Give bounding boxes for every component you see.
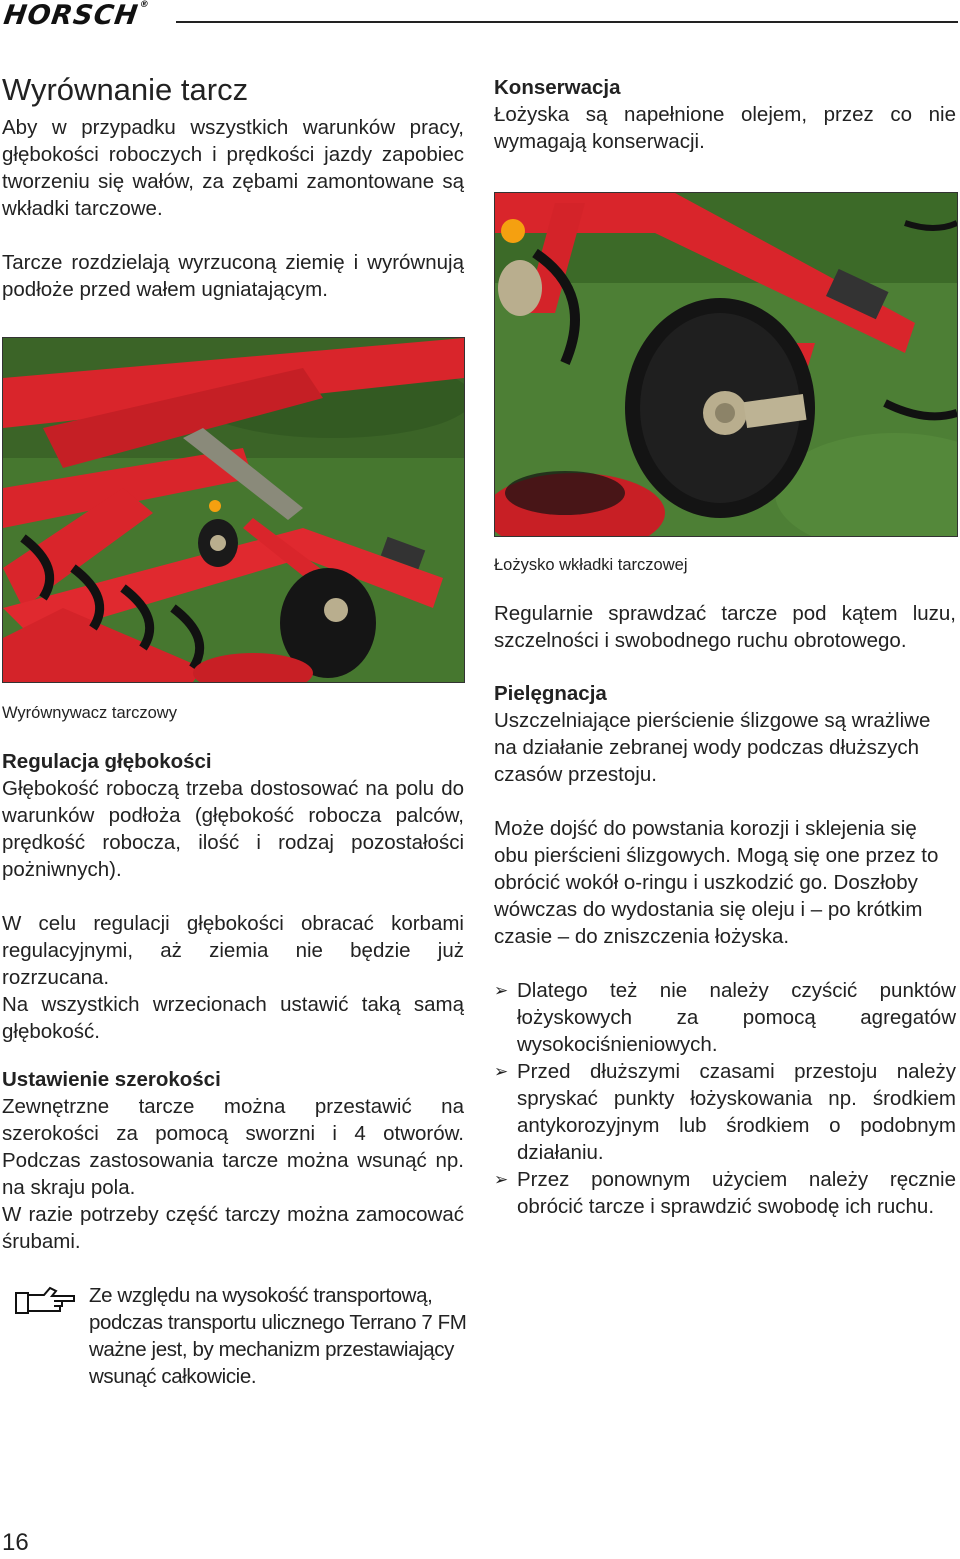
transport-note: Ze względu na wysokość transportową, podczas transportu ulicznego Terrano 7 FM ważne jest, by mechanizm przestawiający wsunąć całkowicie. [89, 1284, 467, 1388]
care-section [494, 680, 956, 1220]
maintenance-heading: Konserwacja [494, 76, 621, 99]
care-paragraph-1: Uszczelniające pierścienie ślizgowe są wrażliwe na działanie zebranej wody podczas dłuższych czasów przestoju. [494, 709, 931, 786]
care-bullet-item: ➢ Dlatego też nie należy czyścić punktów łożyskowych za pomocą agregatów wysokociśnieniowych. [494, 979, 956, 1056]
depth-paragraph-1: Głębokość roboczą trzeba dostosować na polu do warunków podłoża (głębokość robocza palców, prędkość robocza, ilość i rodzaj pozostałości pożniwnych). [2, 777, 464, 881]
depth-paragraph-3: Na wszystkich wrzecionach ustawić taką samą głębokość. [2, 993, 464, 1043]
care-paragraph-2: Może dojść do powstania korozji i sklejenia się obu pierścieni ślizgowych. Mogą się one przez to obrócić wokół o-ringu i uszkodzić go. Doszłoby wówczas do wydostania się oleju i – po krótkim czasie – do zniszczenia łożyska. [494, 817, 939, 948]
page-title: Wyrównanie tarcz [2, 72, 249, 107]
maintenance-section [494, 74, 956, 155]
page-number: 16 [2, 1529, 29, 1556]
bearing-caption: Łożysko wkładki tarczowej [494, 556, 688, 574]
intro-paragraph-2: Tarcze rozdzielają wyrzuconą ziemię i wyrównują podłoże przed wałem ugniatającym. [2, 251, 464, 301]
arrow-bullet-icon: ➢ [494, 981, 509, 1000]
header-rule [176, 21, 958, 23]
width-heading: Ustawienie szerokości [2, 1068, 221, 1091]
width-paragraph-1: Zewnętrzne tarcze można przestawić na szerokości za pomocą sworzni i 4 otworów. Podczas zastosowania tarcze można wsunąć np. na skraju pola. [2, 1095, 464, 1199]
depth-section [2, 748, 464, 1045]
intro-block [2, 114, 464, 303]
intro-paragraph-1: Aby w przypadku wszystkich warunków pracy, głębokości roboczych i prędkości jazdy zapobiec tworzeniu się wałów, za zębami zamontowane są wkładki tarczowe. [2, 116, 464, 220]
width-section [2, 1066, 464, 1255]
care-bullet-item: ➢ Przez ponownym użyciem należy ręcznie obrócić tarcze i sprawdzić swobodę ich ruchu. [494, 1168, 956, 1218]
arrow-bullet-icon: ➢ [494, 1170, 509, 1189]
care-heading: Pielęgnacja [494, 682, 607, 705]
care-bullet-list [494, 977, 956, 1220]
width-paragraph-2: W razie potrzeby część tarczy można zamocować śrubami. [2, 1203, 464, 1253]
bearing-illustration [495, 193, 957, 536]
check-text: Regularnie sprawdzać tarcze pod kątem luzu, szczelności i swobodnego ruchu obrotowego. [494, 602, 956, 652]
bearing-photo [494, 192, 958, 537]
depth-heading: Regulacja głębokości [2, 750, 212, 773]
disc-leveller-photo [2, 337, 465, 683]
disc-leveller-caption: Wyrównywacz tarczowy [2, 704, 177, 722]
horsch-logo: HORSCH® [1, 0, 151, 31]
care-bullet-item: ➢ Przed dłuższymi czasami przestoju należy spryskać punkty łożyskowania np. środkiem antykorozyjnym lub środkiem o podobnym działaniu. [494, 1060, 956, 1164]
depth-paragraph-2: W celu regulacji głębokości obracać korbami regulacyjnymi, aż ziemia nie będzie już rozrzucana. [2, 912, 464, 989]
disc-leveller-illustration [3, 338, 464, 682]
maintenance-text: Łożyska są napełnione olejem, przez co nie wymagają konserwacji. [494, 103, 956, 153]
arrow-bullet-icon: ➢ [494, 1062, 509, 1081]
pointing-hand-icon [14, 1284, 76, 1320]
